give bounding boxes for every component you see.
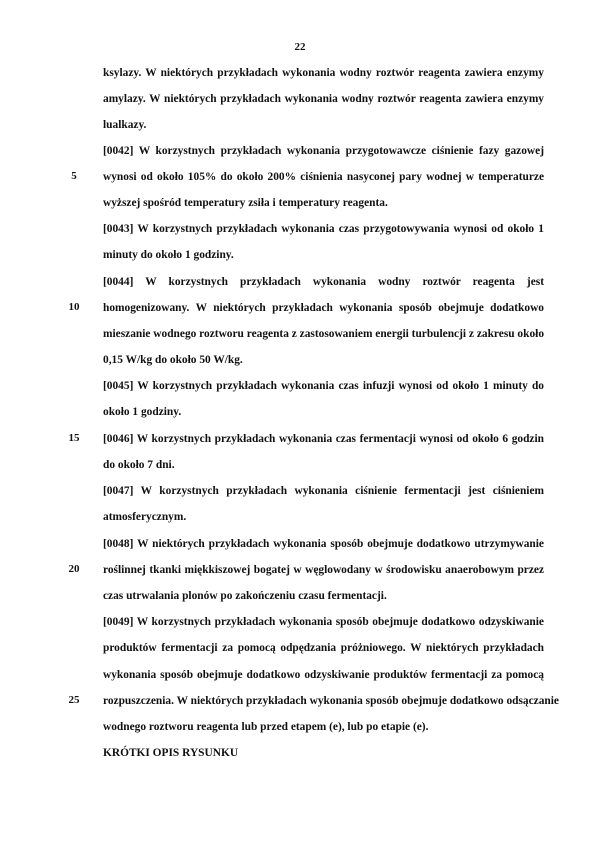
text-line: wykonania sposób obejmuje dodatkowo odzyskiwanie produktów fermentacji za pomocą — [103, 669, 544, 681]
text-line: [0043] W korzystnych przykładach wykonania czas przygotowywania wynosi od około 1 — [103, 223, 544, 235]
section-heading: KRÓTKI OPIS RYSUNKU — [103, 747, 239, 759]
text-line: wynosi od około 105% do około 200% ciśnienia nasyconej pary wodnej w temperaturze — [103, 171, 544, 183]
text-line: ksylazy. W niektórych przykładach wykonania wodny roztwór reagenta zawiera enzymy — [103, 67, 544, 79]
line-number: 15 — [68, 432, 80, 444]
text-line: wodnego roztworu reagenta lub przed etapem (e), lub po etapie (e). — [103, 721, 429, 733]
page-number: 22 — [294, 41, 306, 53]
text-line: homogenizowany. W niektórych przykładach wykonania sposób obejmuje dodatkowo — [103, 302, 544, 314]
text-line: [0045] W korzystnych przykładach wykonania czas infuzji wynosi od około 1 minuty do — [103, 380, 544, 392]
line-number: 5 — [71, 170, 77, 182]
text-line: wyższej spośród temperatury zsiła i temperatury reagenta. — [103, 197, 388, 209]
text-line: [0048] W niektórych przykładach wykonania sposób obejmuje dodatkowo utrzymywanie — [103, 538, 544, 550]
text-line: [0044] W korzystnych przykładach wykonania wodny roztwór reagenta jest — [103, 276, 544, 288]
text-line: roślinnej tkanki miękkiszowej bogatej w węglowodany w środowisku anaerobowym przez — [103, 564, 544, 576]
text-line: lualkazy. — [103, 119, 147, 131]
text-line: rozpuszczenia. W niektórych przykładach wykonania sposób obejmuje dodatkowo odsączanie — [103, 695, 559, 707]
text-line: 0,15 W/kg do około 50 W/kg. — [103, 354, 243, 366]
text-line: mieszanie wodnego roztworu reagenta z zastosowaniem energii turbulencji z zakresu około — [103, 328, 545, 340]
text-line: [0047] W korzystnych przykładach wykonania ciśnienie fermentacji jest ciśnieniem — [103, 485, 544, 497]
text-line: produktów fermentacji za pomocą odpędzania próżniowego. W niektórych przykładach — [103, 642, 544, 654]
text-line: minuty do około 1 godziny. — [103, 249, 234, 261]
text-line: około 1 godziny. — [103, 406, 182, 418]
text-line: [0049] W korzystnych przykładach wykonania sposób obejmuje dodatkowo odzyskiwanie — [103, 616, 544, 628]
line-number: 20 — [68, 563, 80, 575]
text-line: amylazy. W niektórych przykładach wykonania wodny roztwór reagenta zawiera enzymy — [103, 93, 544, 105]
text-line: [0042] W korzystnych przykładach wykonania przygotowawcze ciśnienie fazy gazowej — [103, 145, 544, 157]
text-line: do około 7 dni. — [103, 459, 175, 471]
text-line: [0046] W korzystnych przykładach wykonania czas fermentacji wynosi od około 6 godzin — [103, 433, 544, 445]
line-number: 10 — [68, 301, 80, 313]
text-line: atmosferycznym. — [103, 511, 187, 523]
line-number: 25 — [68, 694, 80, 706]
text-line: czas utrwalania plonów po zakończeniu czasu fermentacji. — [103, 590, 387, 602]
